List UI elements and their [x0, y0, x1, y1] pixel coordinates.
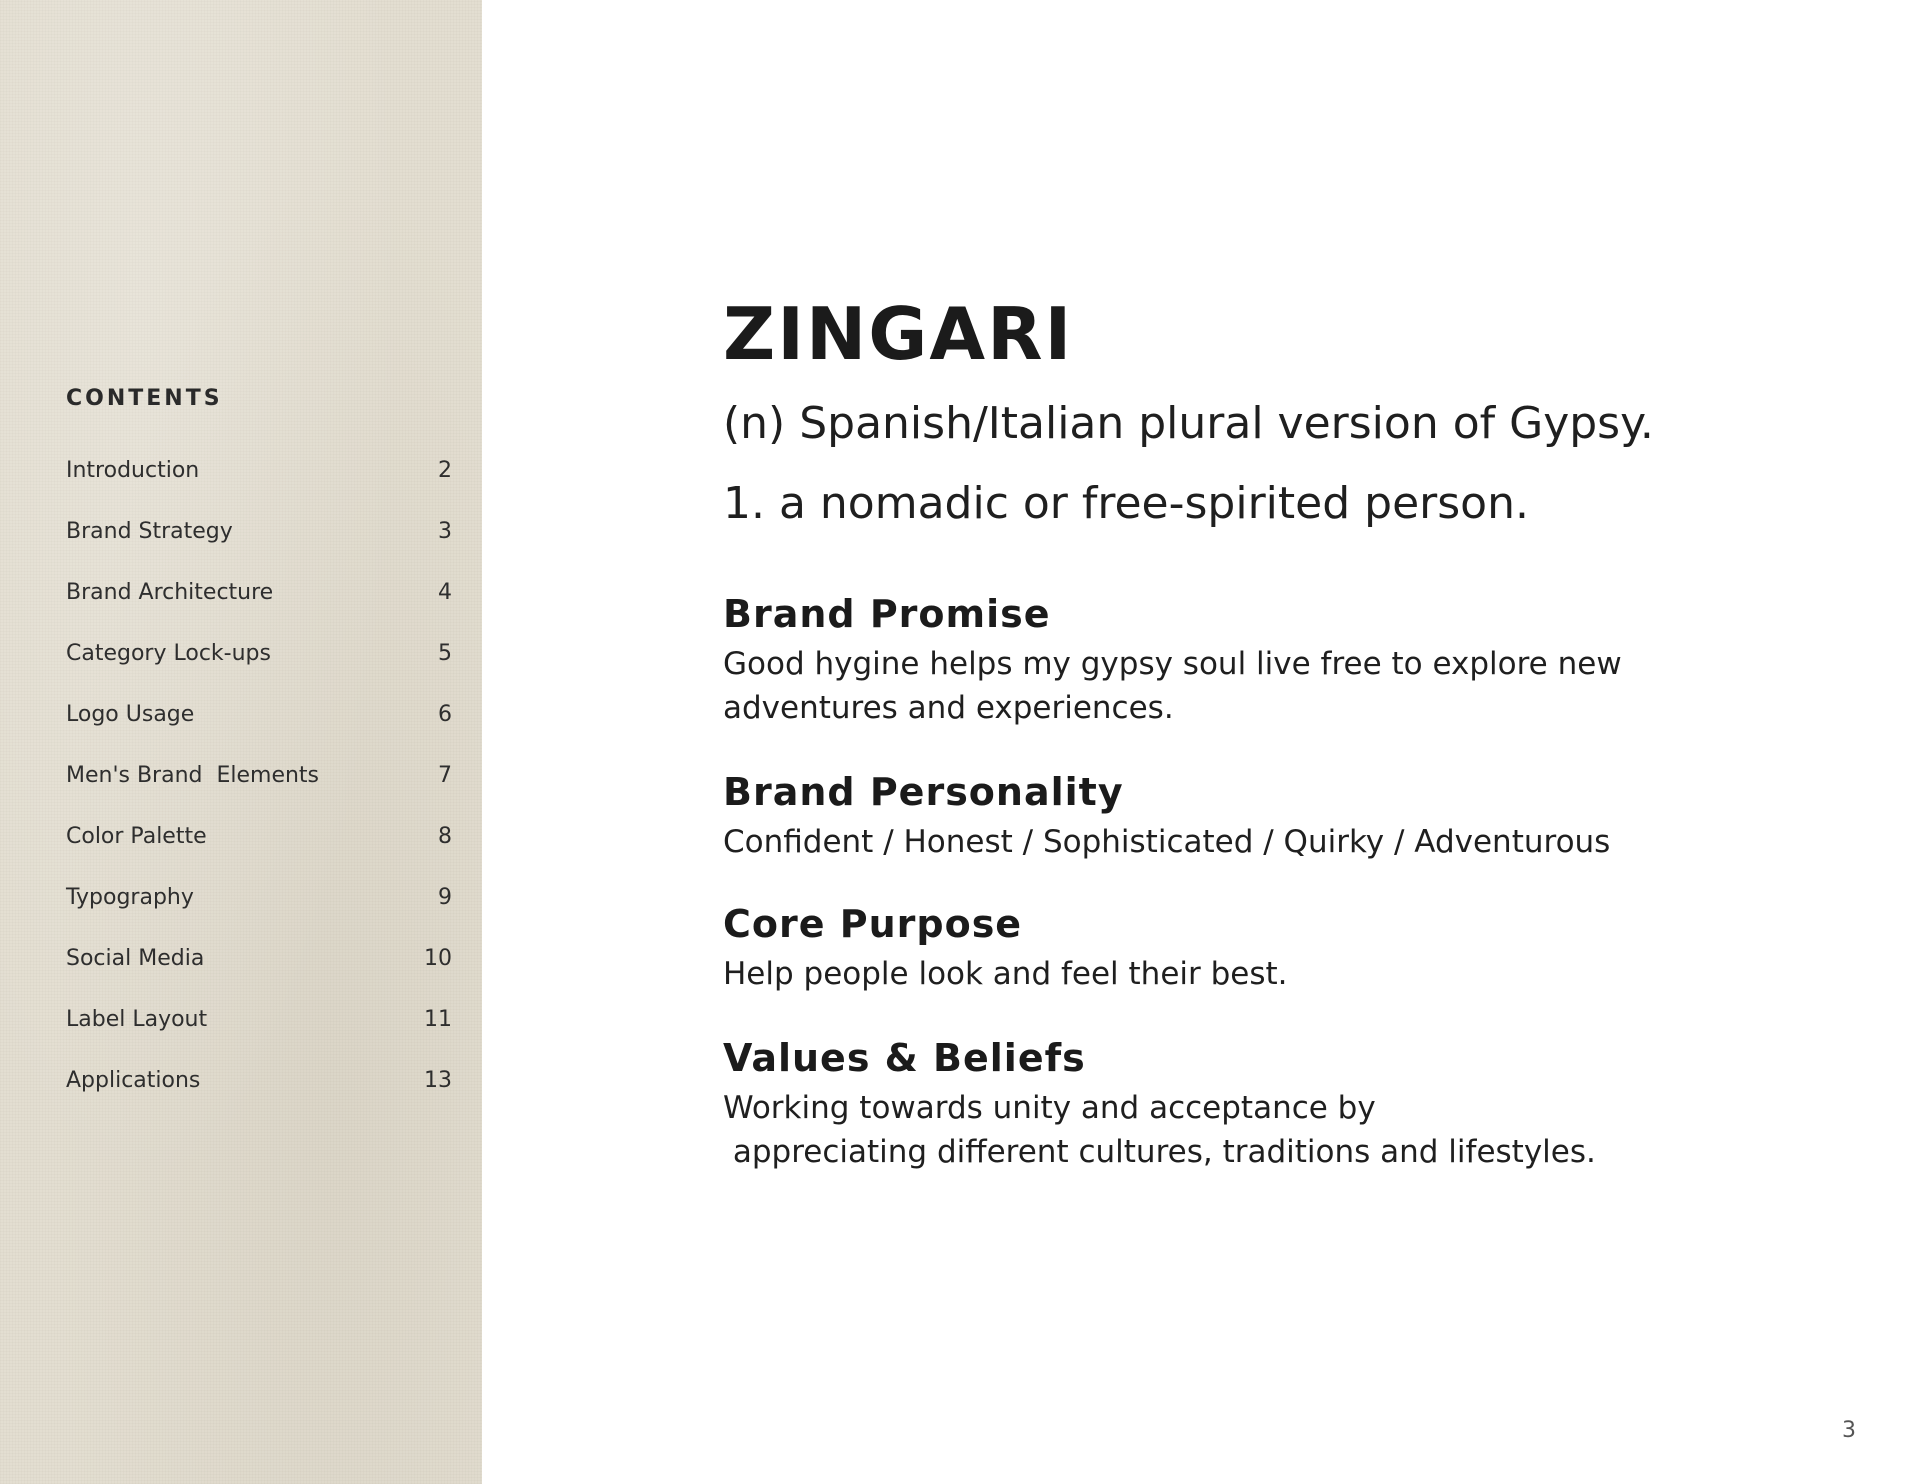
toc-item-introduction[interactable]	[66, 440, 452, 501]
values-beliefs-section	[723, 1036, 1723, 1174]
toc-item-label: Logo Usage	[66, 702, 195, 727]
values-beliefs-heading: Values & Beliefs	[723, 1036, 1086, 1080]
contents-sidebar	[0, 0, 482, 1484]
core-purpose-body: Help people look and feel their best.	[723, 956, 1288, 992]
brand-promise-section	[723, 592, 1723, 730]
brand-title: ZINGARI	[723, 292, 1074, 376]
toc-item-page: 9	[438, 885, 452, 910]
toc-item-logo-usage[interactable]	[66, 684, 452, 745]
toc-item-label: Category Lock-ups	[66, 641, 271, 666]
toc-item-label-layout[interactable]	[66, 989, 452, 1050]
toc-item-page: 4	[438, 580, 452, 605]
brand-personality-body: Confident / Honest / Sophisticated / Quirky / Adventurous	[723, 824, 1611, 860]
contents-list	[66, 440, 452, 1111]
definition-part-of-speech: (n) Spanish/Italian plural version of Gypsy.	[723, 398, 1654, 449]
toc-item-brand-architecture[interactable]	[66, 562, 452, 623]
toc-item-label: Typography	[66, 885, 194, 910]
toc-item-page: 7	[438, 763, 452, 788]
definition-meaning: 1. a nomadic or free-spirited person.	[723, 478, 1529, 529]
contents-heading: CONTENTS	[66, 386, 223, 411]
core-purpose-section	[723, 902, 1723, 996]
brand-personality-section	[723, 770, 1723, 864]
brand-promise-heading: Brand Promise	[723, 592, 1051, 636]
toc-item-label: Label Layout	[66, 1007, 208, 1032]
toc-item-applications[interactable]	[66, 1050, 452, 1111]
toc-item-label: Men's Brand Elements	[66, 763, 320, 788]
toc-item-category-lock-ups[interactable]	[66, 623, 452, 684]
toc-item-mens-brand-elements[interactable]	[66, 745, 452, 806]
brand-personality-heading: Brand Personality	[723, 770, 1124, 814]
core-purpose-heading: Core Purpose	[723, 902, 1023, 946]
toc-item-label: Introduction	[66, 458, 200, 483]
toc-item-page: 11	[424, 1007, 452, 1032]
toc-item-page: 13	[424, 1068, 452, 1093]
toc-item-label: Applications	[66, 1068, 201, 1093]
toc-item-label: Brand Strategy	[66, 519, 233, 544]
brand-promise-body: Good hygine helps my gypsy soul live free to explore new adventures and experiences.	[723, 646, 1622, 726]
toc-item-label: Brand Architecture	[66, 580, 274, 605]
toc-item-page: 2	[438, 458, 452, 483]
toc-item-label: Social Media	[66, 946, 205, 971]
toc-item-social-media[interactable]	[66, 928, 452, 989]
page-number: 3	[1842, 1418, 1856, 1443]
toc-item-page: 10	[424, 946, 452, 971]
toc-item-page: 5	[438, 641, 452, 666]
values-beliefs-body: Working towards unity and acceptance by appreciating different cultures, traditions and lifestyles.	[723, 1090, 1596, 1170]
toc-item-page: 3	[438, 519, 452, 544]
toc-item-page: 8	[438, 824, 452, 849]
toc-item-page: 6	[438, 702, 452, 727]
toc-item-color-palette[interactable]	[66, 806, 452, 867]
toc-item-label: Color Palette	[66, 824, 207, 849]
toc-item-brand-strategy[interactable]	[66, 501, 452, 562]
toc-item-typography[interactable]	[66, 867, 452, 928]
